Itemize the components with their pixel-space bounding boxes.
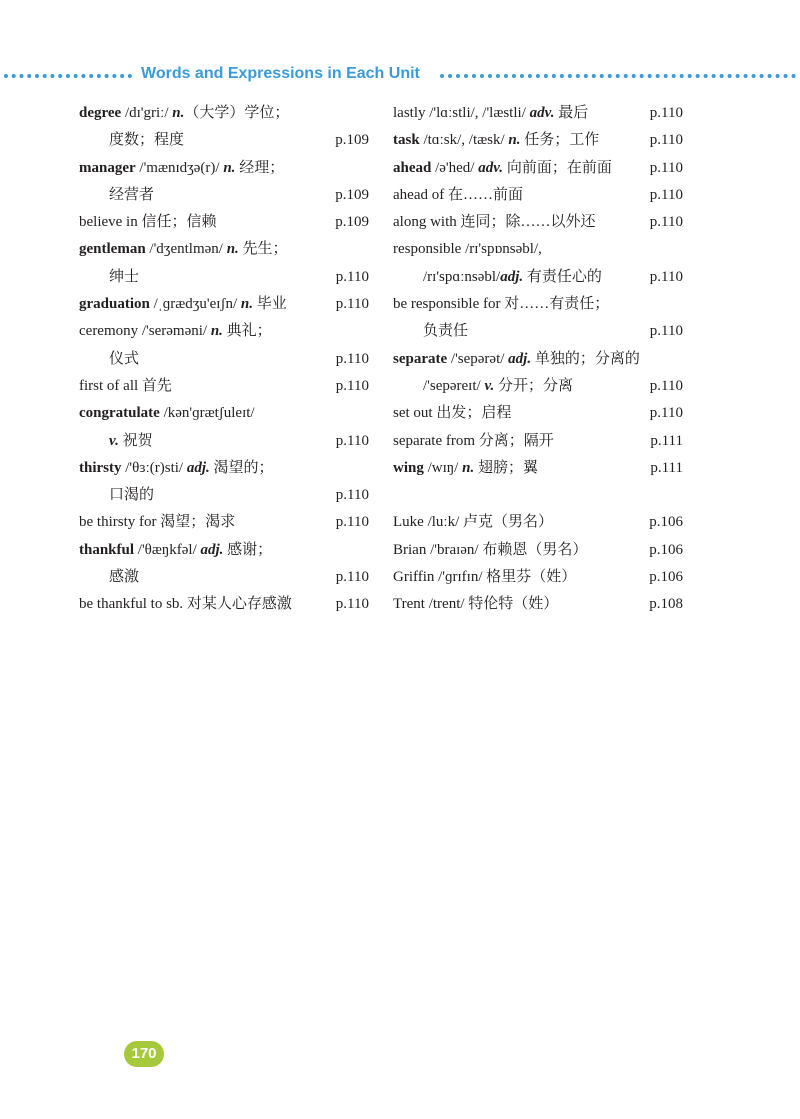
part-of-speech: adj. xyxy=(508,350,532,367)
definition: （大学）学位； xyxy=(184,105,290,121)
header-dotted-rule-left xyxy=(4,74,132,78)
definition: 布赖恩（男名） xyxy=(482,541,588,558)
definition: 典礼； xyxy=(222,323,272,340)
headword: be responsible for xyxy=(393,296,501,313)
entry-continuation-line xyxy=(79,264,369,291)
entry-continuation-line xyxy=(79,428,369,455)
pronunciation: /ə'hed/ xyxy=(431,159,479,176)
part-of-speech: n. xyxy=(210,323,223,340)
vocab-entry xyxy=(79,509,369,536)
pronunciation: /luːk/ xyxy=(423,514,463,531)
page-reference: p.106 xyxy=(649,541,683,558)
headword: ahead of xyxy=(393,186,445,203)
headword: be thirsty for xyxy=(79,514,157,531)
page-reference: p.110 xyxy=(335,296,369,313)
pronunciation: /ˌɡrædʒu'eɪʃn/ xyxy=(149,296,241,313)
part-of-speech: adj. xyxy=(186,459,210,476)
entry-text xyxy=(423,373,573,400)
pronunciation: /wɪŋ/ xyxy=(423,459,463,476)
section-header xyxy=(0,62,800,88)
entry-text xyxy=(393,236,542,263)
definition: 首先 xyxy=(141,377,172,394)
vocab-entry xyxy=(393,236,683,263)
vocab-entry xyxy=(393,155,683,182)
vocab-entry xyxy=(79,455,369,482)
entry-text xyxy=(79,509,235,536)
entry-continuation-line xyxy=(393,318,683,345)
entry-text xyxy=(423,318,468,345)
part-of-speech: v. xyxy=(109,432,119,449)
pronunciation: /rɪ'spɑːnsəbl/ xyxy=(423,268,501,285)
definition: 信任；信赖 xyxy=(141,214,217,231)
headword: Trent xyxy=(393,596,425,613)
vocab-entry xyxy=(79,209,369,236)
entry-text xyxy=(79,318,272,345)
entry-text xyxy=(393,400,511,427)
page-reference: p.110 xyxy=(649,132,683,149)
page-reference: p.110 xyxy=(649,214,683,231)
definition: 分开；分离 xyxy=(494,377,574,394)
pronunciation: /'sepərət/ xyxy=(447,350,509,367)
entry-text xyxy=(393,428,554,455)
definition: 渴望；渴求 xyxy=(160,514,236,531)
page-reference: p.110 xyxy=(335,596,369,613)
vocab-entry xyxy=(79,236,369,263)
headword: lastly xyxy=(393,105,426,121)
vocab-entry xyxy=(393,537,683,564)
headword: separate xyxy=(393,350,448,367)
part-of-speech: adj. xyxy=(500,268,524,285)
vocab-entry xyxy=(393,182,683,209)
page-reference: p.110 xyxy=(649,268,683,285)
headword: thankful xyxy=(79,541,135,558)
vocab-entry xyxy=(393,400,683,427)
entry-text xyxy=(109,564,139,591)
pronunciation: /kən'ɡrætʃuleɪt/ xyxy=(159,405,255,422)
pronunciation: /dɪ'griː/ xyxy=(121,105,173,121)
vocab-entry xyxy=(393,509,683,536)
vocab-entry xyxy=(393,564,683,591)
definition: 先生； xyxy=(238,241,288,258)
entry-continuation-line xyxy=(79,564,369,591)
vocab-entry xyxy=(79,400,369,427)
definition: 有责任心的 xyxy=(523,268,602,285)
vocab-entry xyxy=(393,346,683,373)
part-of-speech: adv. xyxy=(529,105,555,121)
definition: 对某人心存感激 xyxy=(186,596,292,613)
definition: 任务；工作 xyxy=(520,132,600,149)
entry-text xyxy=(79,373,172,400)
definition: 负责任 xyxy=(423,323,469,340)
page-reference: p.110 xyxy=(335,487,369,504)
page-reference: p.110 xyxy=(335,569,369,586)
definition: 口渴的 xyxy=(109,487,155,504)
part-of-speech: adj. xyxy=(200,541,224,558)
headword: thirsty xyxy=(79,459,122,476)
vocab-entry xyxy=(393,127,683,154)
entry-text xyxy=(393,100,588,127)
headword: manager xyxy=(79,159,136,176)
entry-text xyxy=(423,264,602,291)
entry-text xyxy=(109,264,139,291)
vocab-entry xyxy=(79,155,369,182)
entry-text xyxy=(79,455,274,482)
header-title: Words and Expressions in Each Unit xyxy=(141,65,420,82)
headword: degree xyxy=(79,105,122,121)
headword: first of all xyxy=(79,377,139,394)
definition: 仪式 xyxy=(109,350,140,367)
definition: 连同；除……以外还 xyxy=(460,214,596,231)
headword: ceremony xyxy=(79,323,139,340)
part-of-speech: n. xyxy=(223,159,236,176)
definition: 在……前面 xyxy=(447,186,523,203)
entry-text xyxy=(393,346,640,373)
vocab-entry xyxy=(393,591,683,618)
part-of-speech: n. xyxy=(240,296,253,313)
page-reference: p.110 xyxy=(335,432,369,449)
pronunciation: /'dʒentlmən/ xyxy=(145,241,227,258)
entry-text xyxy=(79,209,217,236)
vocab-entry xyxy=(393,428,683,455)
part-of-speech: n. xyxy=(508,132,521,149)
page-reference: p.109 xyxy=(335,214,369,231)
definition: 出发；启程 xyxy=(436,405,512,422)
header-dotted-rule-right xyxy=(440,74,796,78)
vocab-entry xyxy=(79,537,369,564)
pronunciation: /'θæŋkfəl/ xyxy=(134,541,201,558)
entry-text xyxy=(393,182,523,209)
page-reference: p.106 xyxy=(649,514,683,531)
entry-text xyxy=(393,537,587,564)
page-reference: p.111 xyxy=(650,459,683,476)
headword: responsible xyxy=(393,241,462,258)
entry-text xyxy=(109,127,184,154)
definition: 绅士 xyxy=(109,268,140,285)
entry-text xyxy=(79,100,289,127)
entry-gap xyxy=(393,482,683,509)
headword: be thankful to sb. xyxy=(79,596,184,613)
page-reference: p.110 xyxy=(335,514,369,531)
headword: Brian xyxy=(393,541,427,558)
pronunciation: /'braɪən/ xyxy=(426,541,483,558)
page-reference: p.110 xyxy=(649,159,683,176)
entry-continuation-line xyxy=(79,182,369,209)
definition: 特伦特（姓） xyxy=(468,596,559,613)
page-reference: p.110 xyxy=(649,377,683,394)
part-of-speech: n. xyxy=(226,241,239,258)
definition: 卢克（男名） xyxy=(463,514,554,531)
page-reference: p.106 xyxy=(649,569,683,586)
vocab-entry xyxy=(79,373,369,400)
entry-continuation-line xyxy=(79,482,369,509)
definition: 渴望的； xyxy=(209,459,274,476)
headword: ahead xyxy=(393,159,432,176)
definition: 翅膀；翼 xyxy=(474,459,538,476)
headword: separate from xyxy=(393,432,476,449)
pronunciation: /tɑːsk/, /tæsk/ xyxy=(419,132,509,149)
entry-text xyxy=(109,182,154,209)
entry-text xyxy=(393,564,576,591)
vocabulary-column-right xyxy=(393,100,683,619)
entry-text xyxy=(393,155,612,182)
vocab-entry xyxy=(393,209,683,236)
vocab-entry xyxy=(79,318,369,345)
entry-text xyxy=(393,127,599,154)
definition: 毕业 xyxy=(252,296,287,313)
vocab-entry xyxy=(393,100,683,127)
page-reference: p.110 xyxy=(649,323,683,340)
definition: 格里芬（姓） xyxy=(486,569,577,586)
page-reference: p.110 xyxy=(335,377,369,394)
vocab-entry xyxy=(393,291,683,318)
entry-text xyxy=(393,455,538,482)
definition: 经营者 xyxy=(109,186,155,203)
page-reference: p.109 xyxy=(335,186,369,203)
definition: 最后 xyxy=(554,105,589,121)
page-reference: p.110 xyxy=(335,350,369,367)
page-reference: p.111 xyxy=(650,432,683,449)
part-of-speech: adv. xyxy=(478,159,504,176)
headword: believe in xyxy=(79,214,138,231)
entry-text xyxy=(109,346,139,373)
definition: 感谢； xyxy=(223,541,273,558)
headword: set out xyxy=(393,405,433,422)
entry-text xyxy=(393,509,553,536)
definition: 感激 xyxy=(109,569,140,586)
entry-text xyxy=(79,400,255,427)
entry-continuation-line xyxy=(79,127,369,154)
headword: task xyxy=(393,132,420,149)
page-number-badge: 170 xyxy=(124,1041,164,1067)
headword: congratulate xyxy=(79,405,160,422)
entry-continuation-line xyxy=(393,264,683,291)
definition: 向前面；在前面 xyxy=(503,159,612,176)
vocab-entry xyxy=(79,291,369,318)
entry-continuation-line xyxy=(393,373,683,400)
part-of-speech: n. xyxy=(172,105,185,121)
page-reference: p.110 xyxy=(649,405,683,422)
entry-text xyxy=(393,209,596,236)
pronunciation: /'lɑːstli/, /'læstli/ xyxy=(425,105,530,121)
entry-text xyxy=(79,236,288,263)
page-reference: p.110 xyxy=(649,186,683,203)
entry-text xyxy=(79,591,292,618)
entry-continuation-line xyxy=(79,346,369,373)
entry-text xyxy=(393,591,558,618)
vocab-entry xyxy=(393,455,683,482)
vocab-entry xyxy=(79,100,369,127)
headword: graduation xyxy=(79,296,150,313)
definition: 对……有责任； xyxy=(504,296,610,313)
pronunciation: /'serəməni/ xyxy=(138,323,211,340)
headword: Griffin xyxy=(393,569,435,586)
pronunciation: /'sepəreɪt/ xyxy=(423,377,485,394)
pronunciation: /'θɜː(r)sti/ xyxy=(121,459,187,476)
definition: 单独的；分离的 xyxy=(531,350,640,367)
headword: wing xyxy=(393,459,424,476)
headword: Luke xyxy=(393,514,424,531)
entry-text xyxy=(393,291,609,318)
pronunciation: /'mænɪdʒə(r)/ xyxy=(135,159,224,176)
part-of-speech: n. xyxy=(462,459,475,476)
definition: 度数；程度 xyxy=(109,132,185,149)
part-of-speech: v. xyxy=(484,377,495,394)
definition: 分离；隔开 xyxy=(478,432,554,449)
entry-text xyxy=(109,482,154,509)
vocab-entry xyxy=(79,591,369,618)
pronunciation: /rɪ'spɒnsəbl/, xyxy=(461,241,542,258)
page-reference: p.110 xyxy=(649,105,683,121)
page-reference: p.109 xyxy=(335,132,369,149)
entry-text xyxy=(79,155,284,182)
definition: 经理； xyxy=(235,159,285,176)
headword: along with xyxy=(393,214,457,231)
page-reference: p.108 xyxy=(649,596,683,613)
entry-text xyxy=(79,537,272,564)
pronunciation: /trent/ xyxy=(424,596,469,613)
definition: 祝贺 xyxy=(118,432,153,449)
headword: gentleman xyxy=(79,241,146,258)
entry-text xyxy=(109,428,153,455)
vocabulary-column-left xyxy=(79,100,369,619)
entry-text xyxy=(79,291,287,318)
page-reference: p.110 xyxy=(335,268,369,285)
pronunciation: /'ɡrɪfɪn/ xyxy=(434,569,487,586)
